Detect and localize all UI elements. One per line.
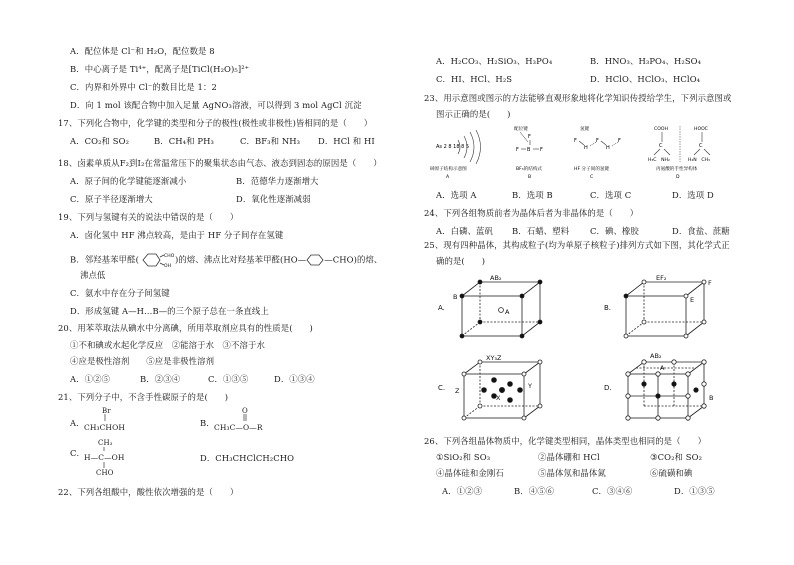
q19-option-a: A．卤化氢中 HF 沸点较高，是由于 HF 分子间存在氢键 [70,230,284,240]
ring-substituent-oh: OH [163,264,172,269]
svg-text:C: C [590,175,594,180]
q26-option-d: D．①③⑤ [674,486,715,496]
svg-text:F: F [708,279,712,287]
q26-choice-5: ⑤晶体氖和晶体氮 [538,468,606,478]
q23-option-a: A．选项 A [436,190,477,200]
q23-stem-line2: 图示正确的是( ) [436,109,511,119]
svg-text:XY₃Z: XY₃Z [486,354,502,362]
svg-text:F: F [516,147,519,153]
q25-stem-line2: 确的是( ) [436,256,486,266]
q17-option-c: C．BF₃和 NH₃ [240,136,301,146]
svg-text:AB₂: AB₂ [490,274,502,282]
q16-option-c: C．内界和外界中 Cl⁻的数目比是 1：2 [70,82,217,92]
svg-text:E: E [690,296,695,304]
crystal-cube-a [438,274,542,338]
q26-option-c: C．③④⑥ [592,486,633,496]
svg-text:A: A [505,308,510,316]
q20-stem: 20、用苯萃取法从碘水中分离碘，所用萃取剂应具有的性质是( ) [58,323,313,333]
q20-choices-line2: ④应是极性溶剂 ⑤应是非极性溶剂 [70,356,215,366]
q21-a-formula: CH₃CHOH [84,423,125,432]
fig-c-hf-hydrogen-bond [574,125,621,180]
svg-text:配位键: 配位键 [514,127,528,132]
q26-option-b: B．④⑤⑥ [514,486,555,496]
q18-option-a: A．原子间的化学键能逐渐减小 [70,176,187,186]
fig-a-atom-structure [430,130,481,180]
svg-text:B: B [453,293,458,301]
q24-option-a: A．白磷、蓝矾 [436,226,493,236]
svg-text:AB₂: AB₂ [650,352,662,360]
q21-b-formula: CH₃C—O—R [214,423,263,432]
svg-text:丙氨酸的手性异构体: 丙氨酸的手性异构体 [656,167,698,172]
q21-c-bottom: CHO [96,469,114,477]
svg-text:D: D [676,175,680,180]
q26-choice-6: ⑥硫磺和碘 [650,468,693,478]
svg-text:BF₃的结构式: BF₃的结构式 [516,167,543,172]
svg-text:D.: D. [604,384,612,392]
q20-option-a: A．①②⑤ [70,374,111,384]
svg-text:F: F [540,147,543,153]
q24-option-c: C．碘、橡胶 [590,226,639,236]
q22-option-d: D．HClO、HClO₃、HClO₄ [590,74,701,84]
q26-choice-2: ②晶体硼和 HCl [538,452,600,462]
q26-choice-3: ③CO₂和 SO₂ [650,452,703,462]
svg-text:砷原子结构示意图: 砷原子结构示意图 [430,167,467,172]
q23-stem-line1: 23、用示意图或图示的方法能够直观形象地将化学知识传授给学生，下列示意图或 [424,93,732,103]
q22-option-c: C．HI、HCl、H₂S [436,74,513,84]
svg-text:Z: Z [455,387,460,395]
crystal-cube-d [604,352,713,420]
q25-crystal-cells [424,266,784,426]
q17-option-a: A．CO₂和 SO₂ [70,136,130,146]
q21-b-oxygen: O [242,407,248,415]
q20-option-b: B．②③④ [140,374,181,384]
q19-option-d: D．形成氢键 A—H…B—的三个原子总在一条直线上 [70,306,269,316]
svg-text:B: B [528,175,532,180]
q21-a-substituent: Br [102,407,111,415]
q23-option-d: D．选项 D [672,190,714,200]
svg-text:C: C [659,143,663,149]
q17-option-d: D．HCl 和 HI [318,136,375,146]
q20-choices-line1: ①不和碘或水起化学反应 ②能溶于水 ③不溶于水 [70,340,265,350]
q21-option-b-label: B． [200,418,215,428]
crystal-cube-c [438,354,542,420]
q20-option-d: D．①③④ [274,374,315,384]
q22-stem: 22、下列各组酸中，酸性依次增强的是（ ） [58,487,239,497]
svg-text:COOH: COOH [654,127,668,132]
q18-stem: 18、卤素单质从F₂到I₂在常温常压下的聚集状态由气态、液态到固态的原因是（ ） [58,158,382,168]
q16-option-d: D．向 1 mol 该配合物中加入足量 AgNO₃溶液，可以得到 3 mol AgCl 沉淀 [70,100,362,110]
q17-stem: 17、下列化合物中，化学键的类型和分子的极性(极性或非极性)皆相同的是（ ） [58,118,373,128]
ring-substituent-cho: CHO [163,254,175,259]
q20-option-c: C．①③⑤ [208,374,249,384]
q19-option-c: C．氨水中存在分子间氢键 [70,288,170,298]
q22-option-b: B．HNO₃、H₃PO₄、H₂SO₄ [590,56,702,66]
svg-text:B.: B. [604,304,612,312]
svg-text:HF 分子间的氢键: HF 分子间的氢键 [574,167,610,172]
svg-text:HOOC: HOOC [694,127,708,132]
svg-text:As 2 8 18 8 5: As 2 8 18 8 5 [436,144,470,150]
q19-b-prefix: B．邻羟基苯甲醛( [70,254,139,265]
q19-b-suffix: —CHO)的熔、 [324,254,383,265]
q23-option-c: C．选项 C [590,190,632,200]
q21-option-c-label: C． [70,448,85,458]
svg-text:C: C [699,143,703,149]
fig-d-alanine-enantiomers [648,126,710,180]
svg-text:氢键: 氢键 [580,127,590,132]
q22-option-a: A．H₂CO₃、H₂SiO₃、H₃PO₄ [436,56,553,66]
svg-text:F: F [574,138,577,144]
q19-option-b [70,251,382,269]
svg-text:H₃C NH₂: H₃C NH₂ [648,158,670,163]
q21-option-d: D．CH₃CHClCH₂CHO [200,453,295,463]
crystal-cube-b [604,274,712,338]
svg-text:A: A [446,175,450,180]
svg-text:C.: C. [438,384,446,392]
q21-b-double-bond [242,414,248,422]
svg-text:F: F [618,138,621,144]
ortho-hydroxybenzaldehyde-structure [139,251,175,269]
fig-b-bf3-structure [514,125,543,180]
q18-option-b: B．范德华力逐渐增大 [236,176,319,186]
svg-text:X: X [496,394,501,402]
svg-text:F: F [528,134,531,140]
q16-option-a: A．配位体是 Cl⁻和 H₂O，配位数是 8 [70,46,215,56]
q26-stem: 26、下列各组晶体物质中，化学键类型相同，晶体类型也相同的是（ ） [424,436,707,446]
q21-c-middle: H—C—OH [84,453,125,462]
svg-text:F: F [596,138,599,144]
svg-text:Y: Y [528,382,532,390]
q19-b-middle: )的熔、沸点比对羟基苯甲醛(HO— [174,254,307,265]
svg-text:H₂N CH₃: H₂N CH₃ [688,158,710,163]
q18-option-d: D．氧化性逐渐减弱 [236,194,311,204]
svg-text:EF₂: EF₂ [656,274,667,282]
q18-option-c: C．原子半径逐渐增大 [70,194,153,204]
q24-stem: 24、下列各组物质前者为晶体后者为非晶体的是（ ） [424,208,639,218]
q21-option-a-label: A． [70,418,85,428]
q26-option-a: A．①②③ [442,486,483,496]
q23-figures [424,120,780,182]
q26-choice-4: ④晶体硅和金刚石 [436,468,504,478]
q21-stem: 21、下列分子中，不含手性碳原子的是( ) [58,392,229,402]
q21-a-bond [103,414,107,422]
para-benzene-ring [306,254,324,266]
q23-option-b: B．选项 B [512,190,553,200]
svg-text:B: B [527,147,531,153]
svg-text:H: H [606,145,610,151]
q21-c-bond-up [102,447,106,451]
svg-text:A.: A. [438,304,445,312]
q19-option-b-continued: 沸点低 [80,270,106,280]
q25-stem-line1: 25、现有四种晶体，其构成粒子(均为单原子核粒子)排列方式如下图，其化学式正 [424,240,730,250]
q26-choice-1: ①SiO₂和 SO₃ [436,452,491,462]
q24-option-d: D．食盐、蔗糖 [672,226,730,236]
q21-c-top: CH₃ [98,439,113,447]
q16-option-b: B．中心离子是 Ti⁴⁺，配离子是[TiCl(H₂O)₅]²⁺ [70,64,250,74]
q19-stem: 19、下列与氢键有关的说法中错误的是（ ） [58,212,239,222]
svg-text:H: H [584,145,588,151]
svg-text:A: A [660,364,665,372]
svg-text:B: B [709,394,714,402]
q24-option-b: B．石蜡、塑料 [512,226,570,236]
q17-option-b: B．CH₄和 PH₃ [154,136,214,146]
